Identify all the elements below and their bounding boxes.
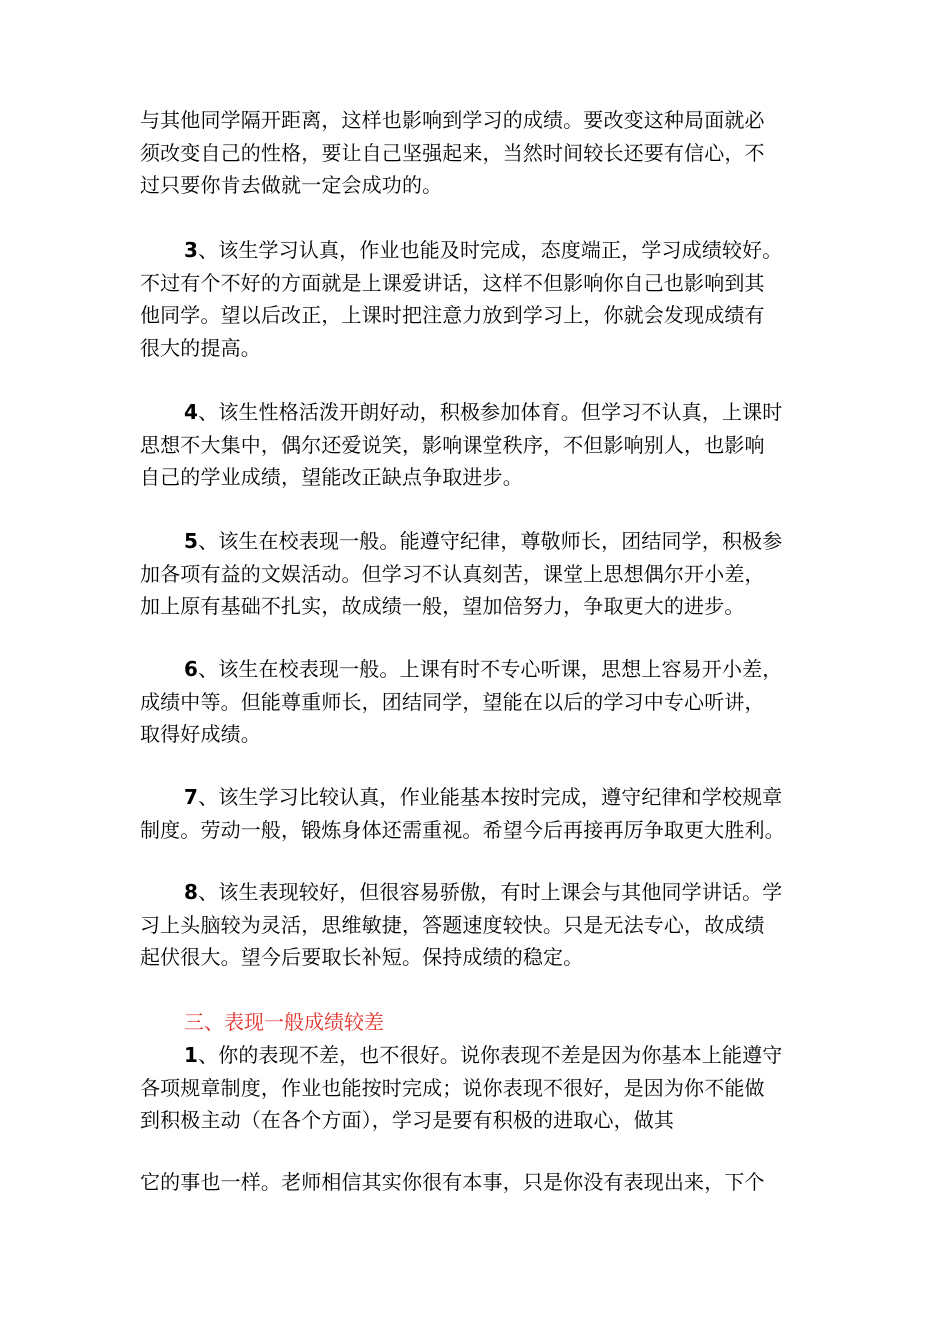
text-line: 它的事也一样。老师相信其实你很有本事，只是你没有表现出来，下个 <box>140 1170 765 1194</box>
text-line: 到积极主动（在各个方面），学习是要有积极的进取心，做其 <box>140 1108 675 1132</box>
text-line: 取得好成绩。 <box>140 722 261 746</box>
text-line: 不过有个不好的方面就是上课爱讲话，这样不但影响你自己也影响到其 <box>140 270 765 295</box>
text-line: 习上头脑较为灵活，思维敏捷，答题速度较快。只是无法专心，故成绩 <box>140 912 765 937</box>
comment-paragraph-7 <box>140 781 830 846</box>
text-line: 制度。劳动一般，锻炼身体还需重视。希望今后再接再厉争取更大胜利。 <box>140 817 785 842</box>
item-number: 6 <box>184 657 199 681</box>
text-line: 自己的学业成绩，望能改正缺点争取进步。 <box>140 465 523 489</box>
comment-paragraph-3 <box>140 234 830 364</box>
text-line-first <box>140 876 830 909</box>
paragraph-continued <box>140 104 830 202</box>
text-run: 、该生在校表现一般。能遵守纪律，尊敬师长，团结同学，积极参 <box>198 529 783 553</box>
text-line: 须改变自己的性格，要让自己坚强起来，当然时间较长还要有信心，不 <box>140 140 765 165</box>
text-line-first <box>140 396 830 429</box>
item-number: 8 <box>184 880 199 904</box>
text-run: 、该生表现较好，但很容易骄傲，有时上课会与其他同学讲话。学 <box>198 880 783 904</box>
item-number: 1 <box>184 1043 199 1067</box>
text-line: 他同学。望以后改正，上课时把注意力放到学习上，你就会发现成绩有 <box>140 303 765 327</box>
comment-paragraph-5 <box>140 525 830 623</box>
section-paragraph-1 <box>140 1039 830 1137</box>
text-line: 加各项有益的文娱活动。但学习不认真刻苦，课堂上思想偶尔开小差， <box>140 561 765 586</box>
text-line: 成绩中等。但能尊重师长，团结同学，望能在以后的学习中专心听讲， <box>140 689 765 714</box>
text-line-first <box>140 1039 830 1072</box>
comment-paragraph-6 <box>140 653 830 751</box>
text-line-first <box>140 234 830 267</box>
text-line: 思想不大集中，偶尔还爱说笑，影响课堂秩序，不但影响别人，也影响 <box>140 432 765 457</box>
text-line: 加上原有基础不扎实，故成绩一般，望加倍努力，争取更大的进步。 <box>140 594 745 618</box>
item-number: 4 <box>184 400 199 424</box>
text-line-first <box>140 781 830 814</box>
comment-paragraph-4 <box>140 396 830 494</box>
section-heading: 三、表现一般成绩较差 <box>184 1010 384 1034</box>
text-run: 、该生学习认真，作业也能及时完成，态度端正，学习成绩较好。 <box>198 238 783 262</box>
comment-paragraph-8 <box>140 876 830 974</box>
text-run: 、该生性格活泼开朗好动，积极参加体育。但学习不认真，上课时 <box>198 400 783 424</box>
paragraph-continuation-line <box>140 1166 830 1199</box>
text-line: 过只要你肯去做就一定会成功的。 <box>140 173 443 197</box>
text-line: 起伏很大。望今后要取长补短。保持成绩的稳定。 <box>140 945 584 969</box>
text-line: 与其他同学隔开距离，这样也影响到学习的成绩。要改变这种局面就必 <box>140 108 765 132</box>
text-line-first <box>140 653 830 686</box>
text-line: 各项规章制度，作业也能按时完成；说你表现不很好，是因为你不能做 <box>140 1075 765 1100</box>
text-run: 、该生学习比较认真，作业能基本按时完成，遵守纪律和学校规章 <box>198 785 783 809</box>
item-number: 5 <box>184 529 199 553</box>
text-run: 、你的表现不差，也不很好。说你表现不差是因为你基本上能遵守 <box>198 1043 783 1067</box>
text-line-first <box>140 525 830 558</box>
item-number: 3 <box>184 238 199 262</box>
text-run: 、该生在校表现一般。上课有时不专心听课，思想上容易开小差， <box>198 657 783 681</box>
item-number: 7 <box>184 785 199 809</box>
text-line: 很大的提高。 <box>140 335 261 360</box>
